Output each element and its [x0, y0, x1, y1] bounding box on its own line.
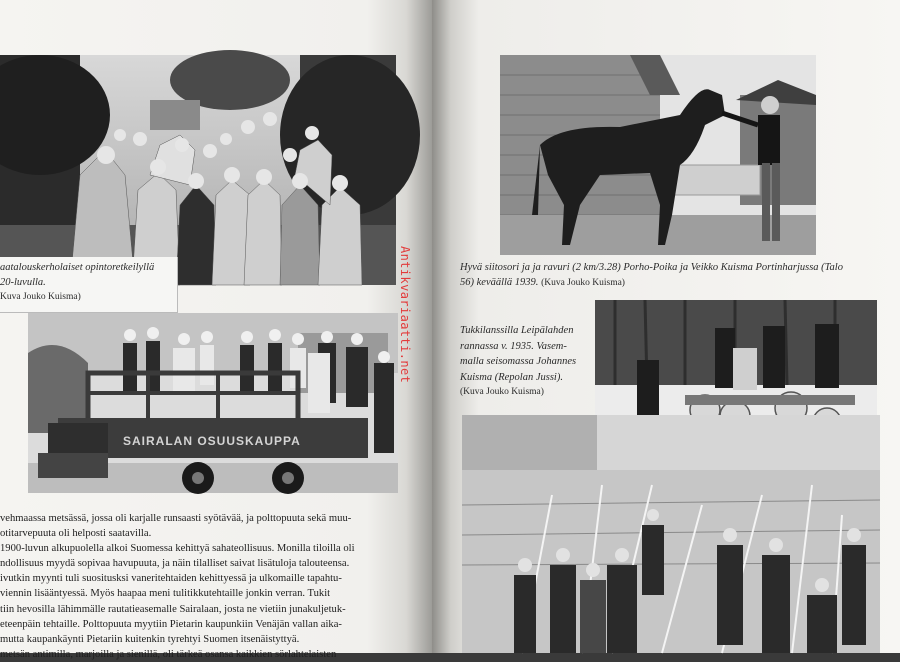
truck-sign-text: SAIRALAN OSUUSKAUPPA	[123, 434, 301, 448]
caption-logs	[460, 323, 590, 401]
body-line: 1900-luvun alkupuolella alkoi Suomessa kehittyä sahateollisuus. Monilla tiloilla oli	[0, 543, 355, 555]
body-line: mutta kaupankäynti Pietariin kuitenkin tyrehtyi Suomen itsenäistyttyä.	[0, 633, 300, 645]
body-line: ivutkin myynti tuli suositusksi vaneritehtaiden kehittyessä ja ulkomaille tapahtu-	[0, 573, 342, 585]
caption-logs-line4: Kuisma (Repolan Jussi).	[460, 371, 563, 383]
photo-girls-group	[0, 55, 396, 285]
body-line: ndollisuus myydä sopivaa havupuuta, ja näin tilalliset saivat lisätuloja talouteensa.	[0, 558, 350, 570]
caption-girls-line1: aatalouskerholaiset opintoretkeilyllä	[0, 262, 155, 273]
caption-horse	[460, 260, 900, 291]
caption-logs-line1: Tukkilanssilla Leipälahden	[460, 325, 574, 336]
right-page	[432, 0, 900, 653]
body-line: eteenpäin tehtaille. Polttopuuta myytiin Pietarin kaupunkiin Venäjän vallan aika-	[0, 618, 342, 630]
caption-logs-line3: malla seisomassa Johannes	[460, 356, 577, 367]
watermark	[398, 246, 412, 446]
body-line: tiin hevosilla lähimmälle rautatieasemalle Sairalaan, josta ne vietiin junakuljetuk-	[0, 603, 346, 615]
caption-logs-line2: rannassa v. 1935. Vasem-	[460, 340, 567, 352]
caption-girls-credit: Kuva Jouko Kuisma)	[0, 292, 81, 302]
body-line: otitarvepuuta oli helposti saatavilla.	[0, 528, 152, 540]
caption-horse-line1: Hyvä siitosori ja ja ravuri (2 km/3.28) Porho-Poika ja Veikko Kuisma Portinharjussa (Talo	[460, 262, 843, 273]
photo-horse	[500, 55, 816, 255]
photo-field-workers	[462, 415, 880, 653]
watermark-text: Antikvariaatti.net	[398, 246, 412, 384]
body-line: metsän antimilla, marjoilla ja sienillä, oli tärkeä osansa kaikkien sörlahtelaisten	[0, 648, 337, 660]
left-page	[0, 0, 432, 660]
caption-horse-line2: 56) keväällä 1939.	[460, 277, 539, 288]
photo-truck	[28, 313, 398, 493]
caption-girls-line2: 20-luvulla.	[0, 277, 46, 288]
body-line: viennin lisääntyessä. Myös haapaa meni tulitikkutehtaille jonkin verran. Tukit	[0, 588, 331, 600]
body-line: vehmaassa metsässä, jossa oli karjalle runsaasti syötävää, ja polttopuuta sekä muu-	[0, 513, 352, 524]
caption-logs-credit: (Kuva Jouko Kuisma)	[460, 387, 544, 397]
caption-girls	[0, 257, 178, 313]
body-text	[0, 511, 398, 662]
caption-horse-credit: (Kuva Jouko Kuisma)	[541, 278, 625, 288]
